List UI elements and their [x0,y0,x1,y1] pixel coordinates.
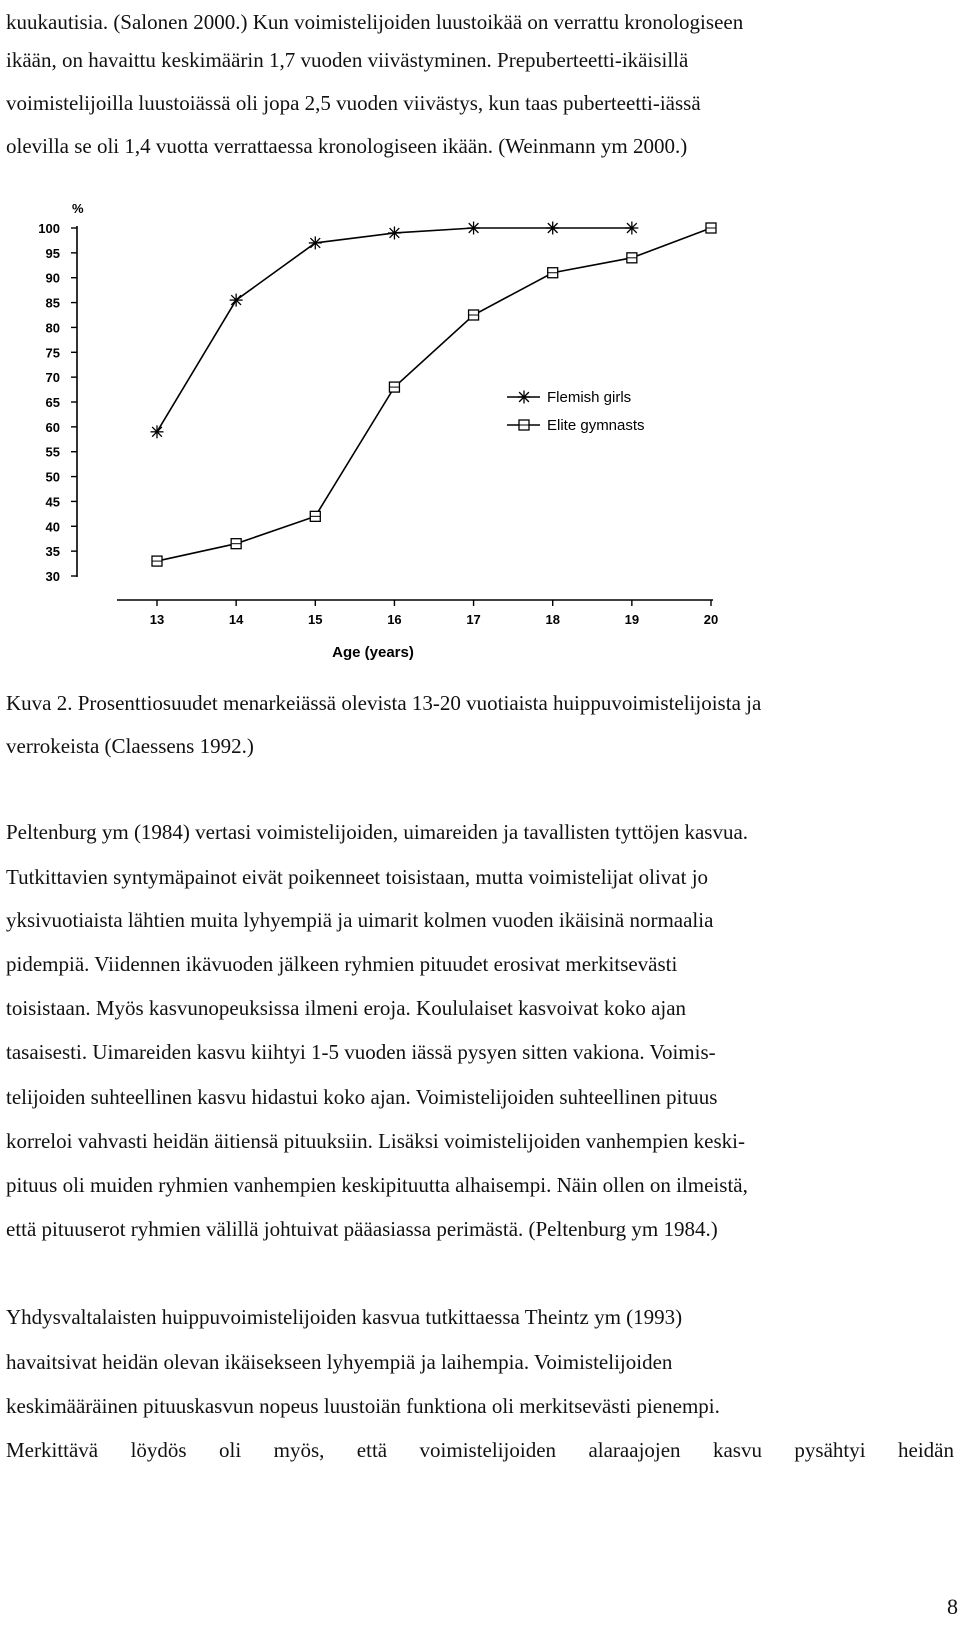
data-point-gymnast-16 [389,382,399,392]
data-point-gymnast-19 [627,253,637,263]
y-tick-label: 95 [45,245,60,261]
legend-marker-0 [518,391,531,404]
legend-label-1: Elite gymnasts [547,417,645,434]
legend-marker-1 [519,420,529,430]
data-point-flemish-19 [625,222,638,235]
text-line: pidempiä. Viidennen ikävuoden jälkeen ryhmien pituudet erosivat merkitsevästi [6,952,678,976]
x-tick-label: 19 [624,612,640,627]
x-tick-label: 13 [149,612,165,627]
data-point-flemish-17 [467,222,480,235]
text-line: telijoiden suhteellinen kasvu hidastui koko ajan. Voimistelijoiden suhteellinen pituus [6,1085,718,1109]
data-point-gymnast-18 [548,268,558,278]
y-tick-label: 80 [45,320,60,336]
x-tick-label: 17 [466,612,481,627]
y-tick-label: 100 [38,221,60,236]
y-tick-label: 40 [45,519,60,535]
data-point-gymnast-14 [231,539,241,549]
y-tick-label: 85 [45,295,60,311]
text-line: olevilla se oli 1,4 vuotta verrattaessa kronologiseen ikään. (Weinmann ym 2000.) [6,134,688,158]
x-tick-label: 20 [703,612,719,627]
caption-line: verrokeista (Claessens 1992.) [6,734,254,758]
data-point-gymnast-17 [469,310,479,320]
data-point-flemish-13 [151,425,164,438]
text-line: Tutkittavien syntymäpainot eivät poikenneet toisistaan, mutta voimistelijat olivat jo [6,865,709,889]
text-line: tasaisesti. Uimareiden kasvu kiihtyi 1-5 vuoden iässä pysyen sitten vakiona. Voimis- [6,1040,716,1064]
text-line: havaitsivat heidän olevan ikäisekseen lyhyempiä ja laihempia. Voimistelijoiden [6,1350,673,1374]
data-point-gymnast-15 [310,511,320,521]
text-line: kuukautisia. (Salonen 2000.) Kun voimistelijoiden luustoikää on verrattu kronologiseen [6,10,744,34]
y-tick-label: 50 [45,469,60,485]
text-line: yksivuotiaista lähtien muita lyhyempiä ja uimarit kolmen vuoden ikäisinä normaalia [6,908,714,932]
text-line: pituus oli muiden ryhmien vanhempien keskipituutta alhaisempi. Näin ollen on ilmeistä, [6,1173,748,1197]
x-tick-label: 15 [308,612,323,627]
legend-label-0: Flemish girls [547,389,632,406]
y-axis-label: % [72,201,84,216]
y-tick-label: 90 [45,270,60,286]
text-line: ikään, on havaittu keskimäärin 1,7 vuoden viivästyminen. Prepuberteetti-ikäisillä [6,48,689,72]
text-line: korreloi vahvasti heidän äitiensä pituuksiin. Lisäksi voimistelijoiden vanhempien keski- [6,1129,745,1153]
text-line: että pituuserot ryhmien välillä johtuivat pääasiassa perimästä. (Peltenburg ym 1984.) [6,1217,718,1241]
y-tick-label: 55 [45,444,60,460]
menarche-line-chart [0,188,760,688]
y-tick-label: 45 [45,494,60,510]
page-number: 8 [947,1594,958,1619]
data-point-gymnast-13 [152,556,162,566]
data-point-flemish-15 [309,236,322,249]
y-tick-label: 65 [45,395,60,410]
y-tick-label: 30 [45,569,60,584]
x-tick-label: 18 [545,612,560,627]
x-tick-label: 16 [387,612,402,627]
text-line: Merkittävä löydös oli myös, että voimistelijoiden alaraajojen kasvu pysähtyi heidän [6,1438,954,1462]
x-axis-label: Age (years) [332,644,414,661]
data-point-flemish-18 [546,222,559,235]
data-point-flemish-14 [230,294,243,307]
y-tick-label: 70 [45,370,60,386]
text-line: toisistaan. Myös kasvunopeuksissa ilmeni eroja. Koululaiset kasvoivat koko ajan [6,996,687,1020]
caption-line: Kuva 2. Prosenttiosuudet menarkeiässä olevista 13-20 vuotiaista huippuvoimistelijoista ja [6,691,762,715]
data-point-flemish-16 [388,226,401,239]
data-point-gymnast-20 [706,223,716,233]
text-line: Yhdysvaltalaisten huippuvoimistelijoiden kasvua tutkittaessa Theintz ym (1993) [6,1305,683,1329]
y-tick-label: 60 [45,419,60,435]
y-tick-label: 35 [45,544,60,560]
y-tick-label: 75 [45,345,60,361]
x-tick-label: 14 [228,612,244,627]
text-line: Peltenburg ym (1984) vertasi voimistelijoiden, uimareiden ja tavallisten tyttöjen kasvua. [6,820,749,844]
chart-legend [507,389,645,434]
text-line: voimistelijoilla luustoiässä oli jopa 2,5 vuoden viivästys, kun taas puberteetti-iässä [6,91,701,115]
text-line: keskimääräinen pituuskasvun nopeus luustoiän funktiona oli merkitsevästi pienempi. [6,1394,720,1418]
